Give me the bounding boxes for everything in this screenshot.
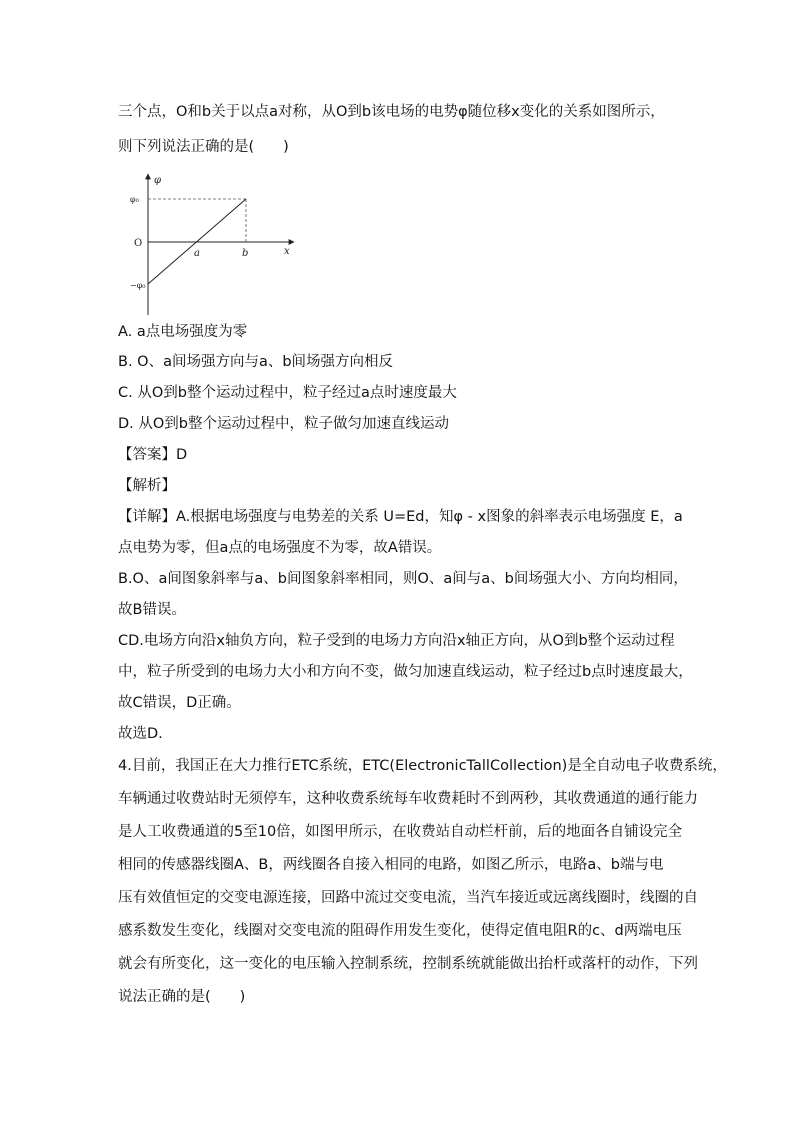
q4-stem-line-4: 相同的传感器线圈A、B，两线圈各自接入相同的电路，如图乙所示，电路a、b端与电 [118,857,664,873]
neg-phi0-tick-label: −φ₀ [130,281,146,290]
point-b-label: b [242,248,249,259]
q4-stem-line-2: 车辆通过收费站时无须停车，这种收费系统每车收费耗时不到两秒，其收费通道的通行能力 [118,791,698,807]
y-axis-label: φ [154,175,162,186]
q4-stem-line-6: 感系数发生变化，线圈对交变电流的阻碍作用发生变化，使得定值电阻R的c、d两端电压 [118,923,682,939]
option-d: D. 从O到b整个运动过程中，粒子做匀加速直线运动 [118,416,449,432]
explanation-line-8: 故选D. [118,726,163,742]
explanation-line-4: 故B错误。 [118,602,186,618]
q3-stem-line-1: 三个点，O和b关于以点a对称，从O到b该电场的电势φ随位移x变化的关系如图所示， [118,104,665,120]
q4-stem-line-7: 就会有所变化，这一变化的电压输入控制系统，控制系统就能做出抬杆或落杆的动作，下列 [118,956,698,972]
answer-line: 【答案】D [118,447,188,463]
explanation-line-2: 点电势为零，但a点的电场强度不为零，故A错误。 [118,540,442,556]
q4-stem-line-5: 压有效值恒定的交变电源连接，回路中流过交变电流，当汽车接近或远离线圈时，线圈的自 [118,890,698,906]
q4-stem-line-3: 是人工收费通道的5至10倍，如图甲所示，在收费站自动栏杆前，后的地面各自铺设完全 [118,824,683,840]
origin-label: O [134,238,143,249]
q4-stem-line-8: 说法正确的是( ) [118,989,246,1005]
explanation-line-7: 故C错误，D正确。 [118,695,241,711]
option-a: A. a点电场强度为零 [118,324,248,340]
explanation-line-1: 【详解】A.根据电场强度与电势差的关系 U=Ed，知φ - x图象的斜率表示电场强度 E，a [118,509,683,525]
explanation-line-6: 中，粒子所受到的电场力大小和方向不变，做匀加速直线运动，粒子经过b点时速度最大， [118,664,693,680]
analysis-heading: 【解析】 [118,478,176,494]
phi0-tick-label: φ₀ [130,195,139,204]
point-a-label: a [194,248,200,259]
potential-graph [130,170,300,320]
x-axis-label: x [284,246,290,257]
q4-stem-line-1: 4.目前，我国正在大力推行ETC系统，ETC(ElectronicTallCollection)是全自动电子收费系统， [118,758,727,774]
option-c: C. 从O到b整个运动过程中，粒子经过a点时速度最大 [118,385,457,401]
option-b: B. O、a间场强方向与a、b间场强方向相反 [118,354,394,370]
explanation-line-5: CD.电场方向沿x轴负方向，粒子受到的电场力方向沿x轴正方向，从O到b整个运动过程 [118,633,675,649]
explanation-line-3: B.O、a间图象斜率与a、b间图象斜率相同，则O、a间与a、b间场强大小、方向均相同， [118,571,688,587]
q3-stem-line-2: 则下列说法正确的是( ) [118,139,289,155]
